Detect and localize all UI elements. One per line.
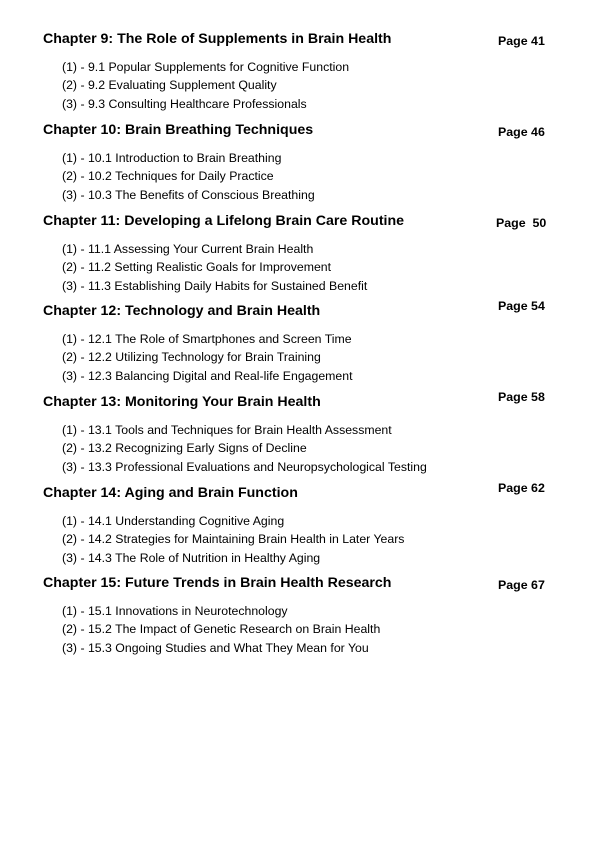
section-list xyxy=(43,330,563,385)
section-item: (2) - 14.2 Strategies for Maintaining Brain Health in Later Years xyxy=(62,532,405,547)
section-list xyxy=(43,421,563,476)
chapter-heading xyxy=(43,213,563,235)
chapter-page-number: Page 58 xyxy=(498,390,545,404)
section-item: (2) - 15.2 The Impact of Genetic Research on Brain Health xyxy=(62,622,381,637)
chapter-14 xyxy=(43,481,563,575)
chapter-12 xyxy=(43,299,563,394)
section-item: (2) - 13.2 Recognizing Early Signs of Decline xyxy=(62,441,307,456)
section-item: (3) - 10.3 The Benefits of Conscious Breathing xyxy=(62,187,315,202)
section-item: (3) - 9.3 Consulting Healthcare Professionals xyxy=(62,96,307,111)
chapter-page-number: Page 46 xyxy=(498,125,545,139)
chapter-10 xyxy=(43,122,563,213)
section-list xyxy=(43,240,563,295)
chapter-heading xyxy=(43,481,563,507)
section-item: (2) - 9.2 Evaluating Supplement Quality xyxy=(62,78,277,93)
chapter-page-number: Page 67 xyxy=(498,578,545,592)
section-item: (1) - 15.1 Innovations in Neurotechnology xyxy=(62,604,288,618)
section-item: (2) - 11.2 Setting Realistic Goals for Improvement xyxy=(62,260,332,275)
section-list xyxy=(43,602,563,657)
section-list xyxy=(43,512,563,567)
section-item: (3) - 14.3 The Role of Nutrition in Healthy Aging xyxy=(62,550,321,565)
section-item: (3) - 11.3 Establishing Daily Habits for Sustained Benefit xyxy=(62,278,368,293)
section-item: (3) - 13.3 Professional Evaluations and Neuropsychological Testing xyxy=(62,459,427,474)
chapter-heading xyxy=(43,299,563,325)
section-item: (1) - 9.1 Popular Supplements for Cognitive Function xyxy=(62,60,350,74)
section-item: (2) - 12.2 Utilizing Technology for Brain Training xyxy=(62,350,321,365)
chapter-title: Chapter 10: Brain Breathing Techniques xyxy=(43,122,314,138)
chapter-page-number: Page 50 xyxy=(496,216,547,230)
section-item: (1) - 14.1 Understanding Cognitive Aging xyxy=(62,514,285,528)
chapter-heading xyxy=(43,390,563,416)
section-item: (3) - 12.3 Balancing Digital and Real-life Engagement xyxy=(62,368,353,383)
table-of-contents xyxy=(43,31,563,666)
chapter-page-number: Page 41 xyxy=(498,34,545,48)
chapter-title: Chapter 15: Future Trends in Brain Health Research xyxy=(43,575,392,591)
chapter-15 xyxy=(43,575,563,666)
section-item: (1) - 10.1 Introduction to Brain Breathing xyxy=(62,151,282,165)
chapter-title: Chapter 11: Developing a Lifelong Brain Care Routine xyxy=(43,213,405,229)
section-list xyxy=(43,149,563,204)
chapter-page-number: Page 54 xyxy=(498,299,545,313)
chapter-11 xyxy=(43,213,563,303)
section-list xyxy=(43,58,563,113)
chapter-9 xyxy=(43,31,563,122)
section-item: (1) - 11.1 Assessing Your Current Brain Health xyxy=(62,242,314,256)
chapter-title: Chapter 13: Monitoring Your Brain Health xyxy=(43,394,321,410)
section-item: (1) - 12.1 The Role of Smartphones and Screen Time xyxy=(62,332,352,346)
chapter-title: Chapter 12: Technology and Brain Health xyxy=(43,303,321,319)
chapter-heading xyxy=(43,575,563,597)
chapter-heading xyxy=(43,31,563,53)
section-item: (3) - 15.3 Ongoing Studies and What They Mean for You xyxy=(62,640,369,655)
chapter-13 xyxy=(43,390,563,485)
chapter-title: Chapter 9: The Role of Supplements in Brain Health xyxy=(43,31,392,47)
chapter-page-number: Page 62 xyxy=(498,481,545,495)
chapter-heading xyxy=(43,122,563,144)
chapter-title: Chapter 14: Aging and Brain Function xyxy=(43,485,298,501)
section-item: (2) - 10.2 Techniques for Daily Practice xyxy=(62,169,274,184)
section-item: (1) - 13.1 Tools and Techniques for Brain Health Assessment xyxy=(62,423,392,437)
